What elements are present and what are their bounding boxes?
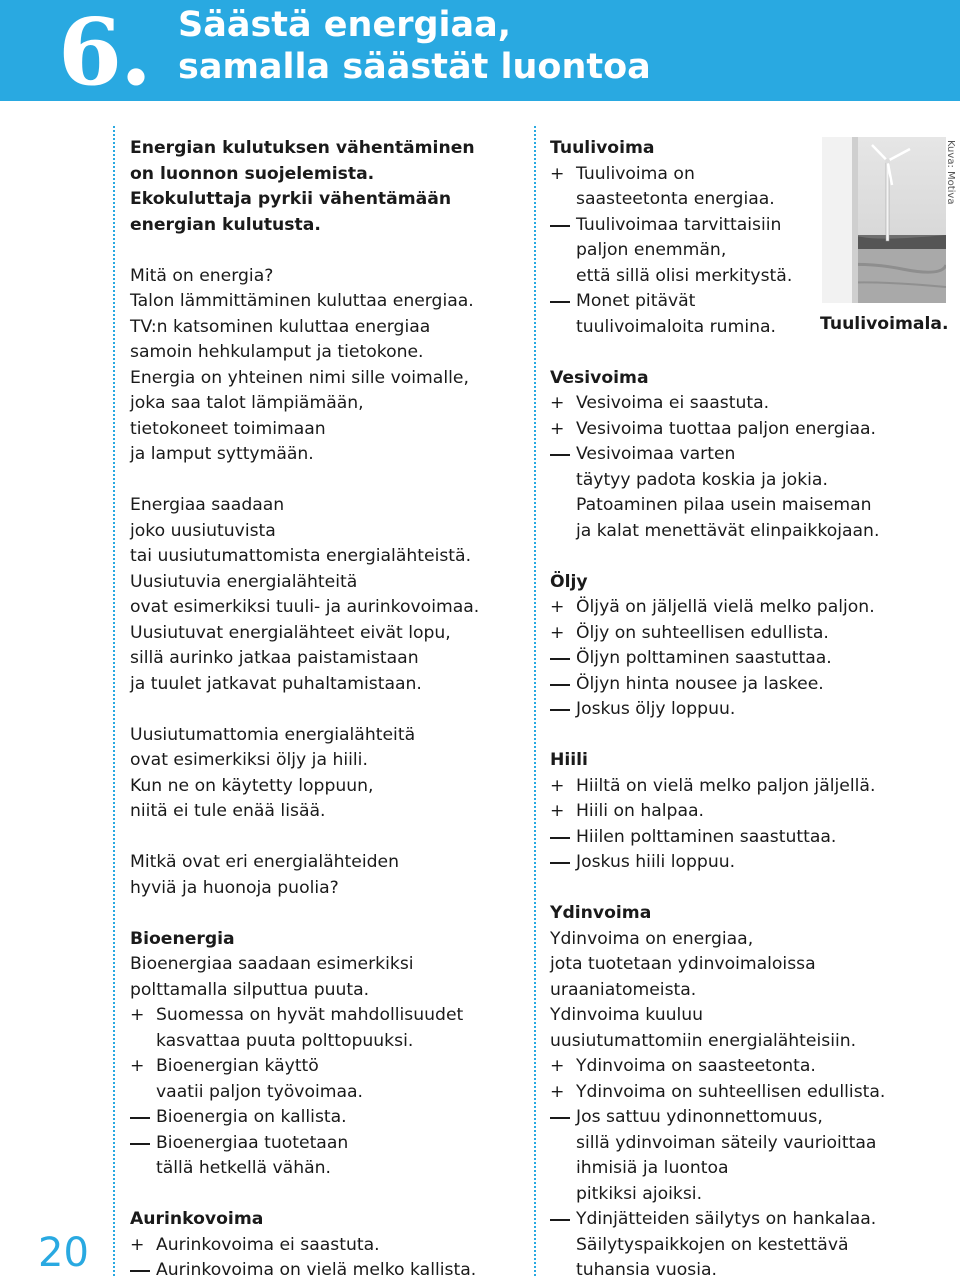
item-line: ihmisiä ja luontoa [576,1158,729,1178]
item-line: Patoaminen pilaa usein maiseman [576,495,872,515]
pro-item [130,1233,530,1259]
text-line: Uusiutumattomia energialähteitä [130,724,416,745]
plus-sign: + [550,393,565,413]
text-line: niitä ei tule enää lisää. [130,801,326,821]
wind-turbine-image [822,137,946,303]
section-heading: Bioenergia [130,928,235,949]
item-line: Säilytyspaikkojen on kestettävä [576,1234,849,1255]
section-solar [130,1207,530,1284]
photo-credit: Kuva: Motiva [945,140,956,205]
item-line: täytyy padota koskia ja jokia. [576,469,828,490]
minus-sign [130,1270,150,1272]
section-oil [550,570,950,723]
item-line: Tuulivoima on [576,163,695,184]
text-line: Ydinvoima on energiaa, [550,928,754,949]
minus-sign [550,454,570,456]
text-line: ja lamput syttymään. [130,444,314,464]
item-line: vaatii paljon työvoimaa. [156,1081,364,1102]
minus-sign [550,1117,570,1119]
title-line-2: samalla säästät luontoa [178,47,651,87]
item-line: tuhansia vuosia. [576,1260,717,1280]
minus-sign [130,1143,150,1145]
text-line: Energiaa saadaan [130,495,285,515]
plus-sign: + [550,418,565,439]
chapter-number: 6. [58,0,151,106]
item-line: Suomessa on hyvät mahdollisuudet [156,1005,464,1025]
con-item [550,1207,950,1284]
section-heading: Hiili [550,750,588,770]
text-line: uraaniatomeista. [550,979,697,1000]
column-divider [534,126,536,1276]
con-item [550,850,950,876]
con-item [550,442,950,544]
paragraph-energy-sources [130,493,530,697]
item-line: Bioenergian käyttö [156,1056,319,1076]
plus-sign: + [550,597,565,617]
item-line: saasteetonta energiaa. [576,189,775,209]
section-heading: Öljy [550,571,588,592]
minus-sign [550,225,570,227]
item-line: että sillä olisi merkitystä. [576,265,793,286]
text-line: ja tuulet jatkavat puhaltamistaan. [130,673,422,694]
item-line: Hiili on halpaa. [576,801,704,821]
con-item [550,825,950,851]
plus-sign: + [130,1005,145,1025]
minus-sign [550,837,570,839]
item-line: Öljyn hinta nousee ja laskee. [576,673,824,694]
minus-sign [550,862,570,864]
plus-sign: + [550,1081,565,1102]
minus-sign [550,658,570,660]
plus-sign: + [130,1234,145,1255]
section-heading: Aurinkovoima [130,1209,264,1229]
text-line: Uusiutuvat energialähteet eivät lopu, [130,622,451,643]
section-nuclear [550,901,950,1284]
item-line: Aurinkovoima on vielä melko kallista. [156,1260,477,1280]
text-line: Ydinvoima kuuluu [550,1005,704,1025]
text-line: hyviä ja huonoja puolia? [130,877,339,898]
item-line: Vesivoima ei saastuta. [576,393,770,413]
plus-sign: + [550,801,565,821]
pro-item [550,1080,950,1106]
plus-sign: + [550,622,565,643]
section-heading: Ydinvoima [550,903,652,923]
item-line: pitkiksi ajoiksi. [576,1183,703,1204]
plus-sign: + [550,1056,565,1076]
item-line: Hiilen polttaminen saastuttaa. [576,826,837,847]
item-line: Öljyä on jäljellä vielä melko paljon. [576,597,875,617]
intro-line: energian kulutusta. [130,214,321,235]
intro-paragraph [130,136,530,238]
paragraph-what-is-energy [130,264,530,468]
minus-sign [550,301,570,303]
con-item [550,1105,950,1207]
text-line: ovat esimerkiksi öljy ja hiili. [130,750,368,770]
item-line: Joskus öljy loppuu. [576,699,736,719]
con-item [550,646,950,672]
paragraph-question [130,850,530,901]
section-bioenergy [130,927,530,1182]
item-line: Monet pitävät [576,291,696,311]
text-line: TV:n katsominen kuluttaa energiaa [130,316,431,337]
text-line: joko uusiutuvista [130,520,276,541]
text-line: samoin hehkulamput ja tietokone. [130,342,424,362]
item-line: Ydinvoima on saasteetonta. [576,1056,816,1076]
item-line: Bioenergia on kallista. [156,1107,347,1127]
pro-item [550,799,950,825]
pro-item [550,391,950,417]
con-item [550,697,950,723]
wind-turbine-photo [822,137,946,303]
item-line: Jos sattuu ydinonnettomuus, [576,1107,823,1127]
paragraph-nonrenewable [130,723,530,825]
left-margin-rule [113,126,115,1276]
item-line: paljon enemmän, [576,240,727,260]
item-line: kasvattaa puuta polttopuuksi. [156,1030,414,1051]
minus-sign [550,1219,570,1221]
item-line: tuulivoimaloita rumina. [576,316,776,337]
page-number: 20 [38,1230,89,1276]
plus-sign: + [130,1056,145,1076]
pro-item [130,1054,530,1105]
text-line: Energia on yhteinen nimi sille voimalle, [130,367,469,388]
con-item [130,1258,530,1284]
chapter-title [178,4,651,88]
item-line: Tuulivoimaa tarvittaisiin [576,214,782,235]
item-line: Vesivoima tuottaa paljon energiaa. [576,418,876,439]
text-line: polttamalla silputtua puuta. [130,979,370,1000]
item-line: ja kalat menettävät elinpaikkojaan. [576,520,880,541]
text-line: Mitä on energia? [130,265,274,286]
chapter-header [0,0,960,106]
intro-line: Ekokuluttaja pyrkii vähentämään [130,189,452,209]
right-column [550,136,950,1284]
con-item [550,672,950,698]
text-line: jota tuotetaan ydinvoimaloissa [550,954,816,974]
item-line: Ydinvoima on suhteellisen edullista. [576,1081,886,1102]
text-line: tietokoneet toimimaan [130,418,326,439]
item-line: Aurinkovoima ei saastuta. [156,1234,380,1255]
pro-item [130,1003,530,1054]
item-line: Öljy on suhteellisen edullista. [576,622,829,643]
con-item [130,1131,530,1182]
minus-sign [130,1117,150,1119]
left-column [130,136,530,1284]
item-line: Ydinjätteiden säilytys on hankalaa. [576,1209,877,1229]
minus-sign [550,684,570,686]
text-line: tai uusiutumattomista energialähteistä. [130,546,472,566]
item-line: Vesivoimaa varten [576,444,736,464]
title-line-1: Säästä energiaa, [178,5,512,45]
text-line: Kun ne on käytetty loppuun, [130,775,374,796]
plus-sign: + [550,163,565,184]
text-line: sillä aurinko jatkaa paistamistaan [130,648,419,668]
item-line: tällä hetkellä vähän. [156,1158,331,1178]
item-line: Hiiltä on vielä melko paljon jäljellä. [576,775,876,796]
section-coal [550,748,950,876]
section-heading: Vesivoima [550,367,649,388]
intro-line: on luonnon suojelemista. [130,163,375,184]
pro-item [550,1054,950,1080]
pro-item [550,774,950,800]
minus-sign [550,709,570,711]
text-line: Uusiutuvia energialähteitä [130,571,358,592]
photo-caption: Tuulivoimala. [820,314,949,334]
pro-item [550,595,950,621]
plus-sign: + [550,775,565,796]
text-line: Bioenergiaa saadaan esimerkiksi [130,954,414,974]
text-line: Mitkä ovat eri energialähteiden [130,852,399,872]
text-line: uusiutumattomiin energialähteisiin. [550,1030,857,1051]
item-line: Joskus hiili loppuu. [576,852,736,872]
text-line: ovat esimerkiksi tuuli- ja aurinkovoimaa. [130,597,480,617]
section-heading: Tuulivoima [550,138,655,158]
section-hydro [550,366,950,545]
item-line: sillä ydinvoiman säteily vaurioittaa [576,1132,877,1153]
pro-item [550,621,950,647]
pro-item [550,417,950,443]
intro-line: Energian kulutuksen vähentäminen [130,138,475,158]
text-line: Talon lämmittäminen kuluttaa energiaa. [130,291,474,311]
con-item [130,1105,530,1131]
text-line: joka saa talot lämpiämään, [130,393,364,413]
item-line: Bioenergiaa tuotetaan [156,1132,349,1153]
item-line: Öljyn polttaminen saastuttaa. [576,648,832,668]
